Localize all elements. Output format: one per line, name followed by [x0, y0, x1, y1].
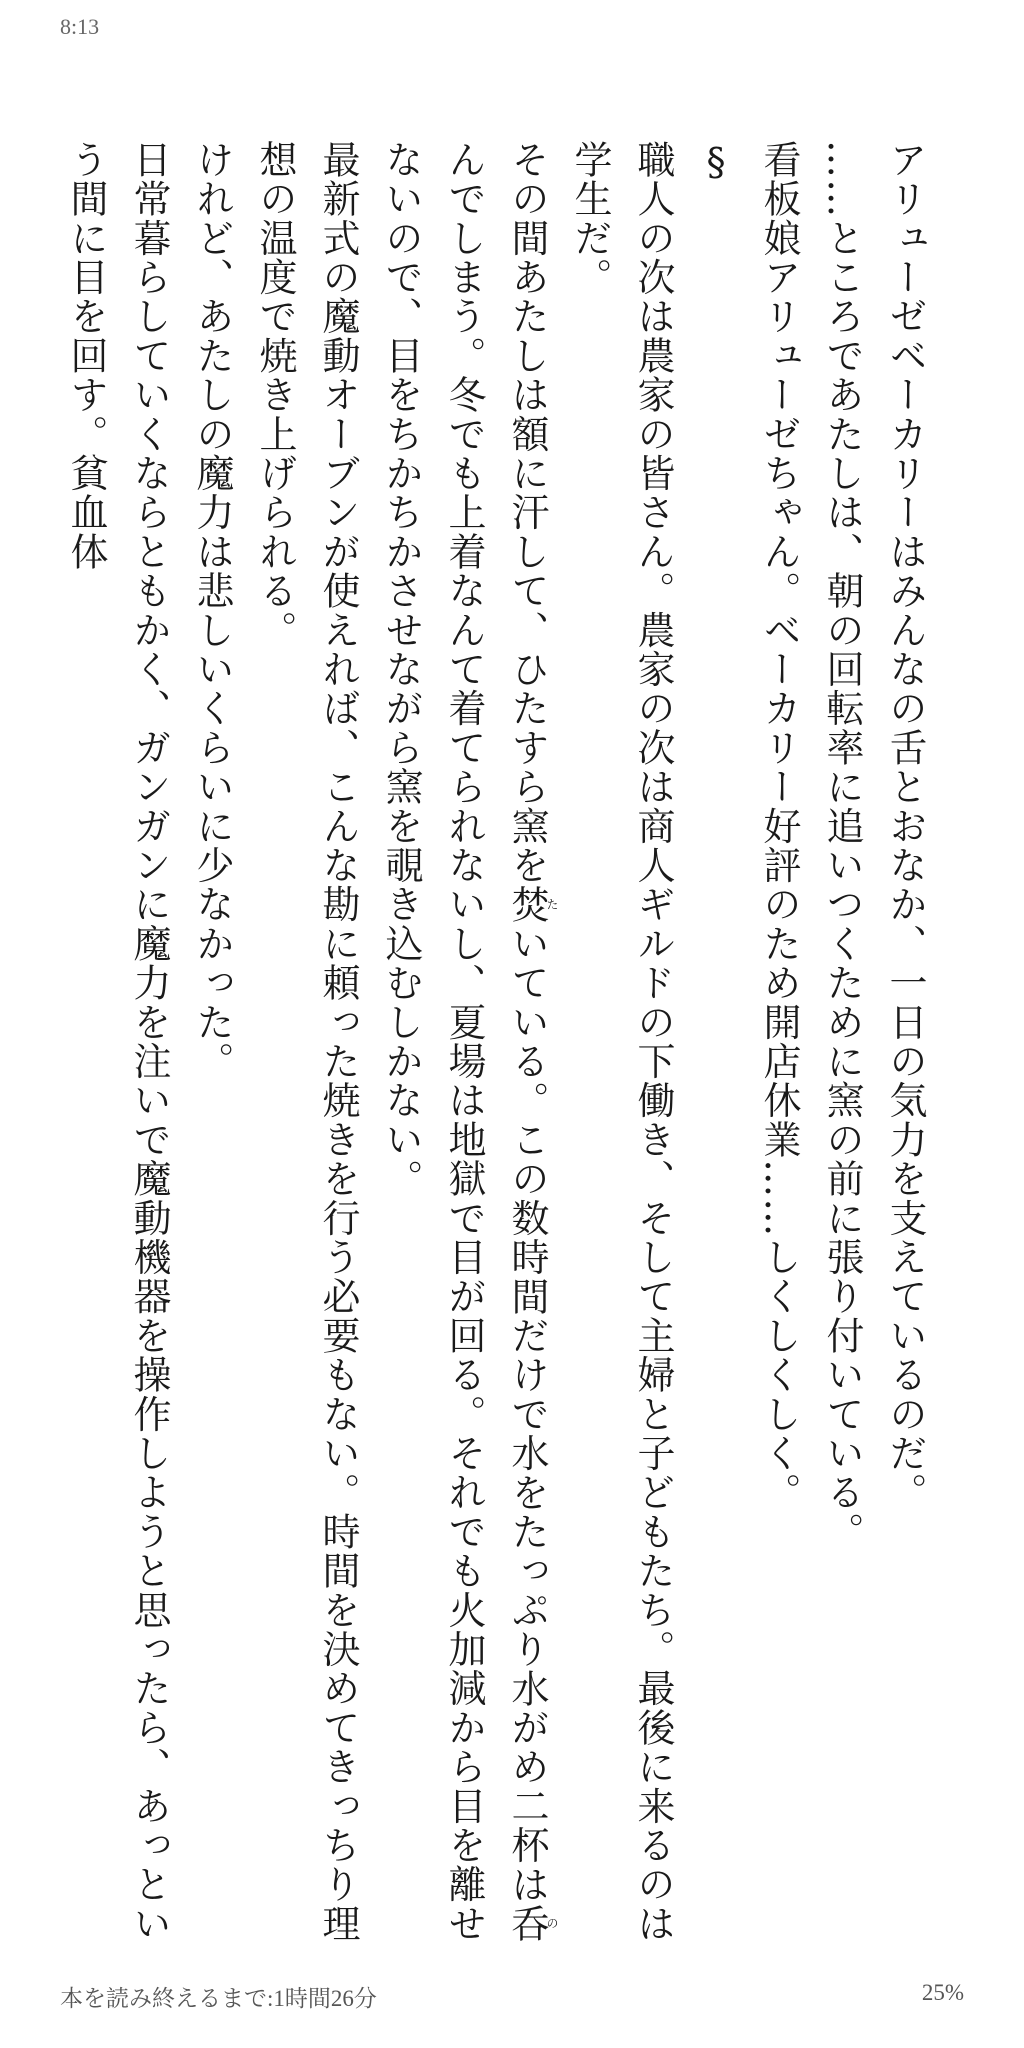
paragraph: 看板娘アリューゼちゃん。ベーカリー好評のため開店休業……しくしくしく。 — [757, 140, 801, 1512]
paragraph: けれど、あたしの魔力は悲しいくらいに少なかった。 — [190, 140, 234, 1081]
reading-area[interactable] — [54, 140, 954, 1980]
paragraph: 日常暮らしていくならともかく、ガンガンに魔力を注いで魔動機器を操作しようと思ったら、あっという間に目を回す。貧血体 — [64, 140, 171, 1944]
ruby-annotation: 呑の — [505, 1904, 559, 1944]
paragraph: 職人の次は農家の皆さん。農家の次は商人ギルドの下働き、そして主婦と子どもたち。最後に来るのは学生だ。 — [568, 140, 675, 1944]
paragraph: 最新式の魔動オーブンが使えれば、こんな勘に頼った焼きを行う必要もない。時間を決めてきっちり理想の温度で焼き上げられる。 — [253, 140, 360, 1944]
section-divider: § — [694, 140, 738, 186]
reader-footer — [60, 1980, 964, 2016]
paragraph: アリューゼベーカリーはみんなの舌とおなか、一日の気力を支えているのだ。 — [883, 140, 927, 1512]
paragraph: ……ところであたしは、朝の回転率に追いつくために窯の前に張り付いている。 — [820, 140, 864, 1552]
time-remaining: 本を読み終えるまで:1時間26分 — [60, 1986, 377, 2011]
status-time: 8:13 — [60, 14, 100, 39]
book-text — [54, 140, 936, 1980]
reading-progress: 25% — [921, 1980, 964, 2005]
paragraph: その間あたしは額に汗して、ひたすら窯を焚たいている。この数時間だけで水をたっぷり水がめ二杯は呑のんでしまう。冬でも上着なんて着てられないし、夏場は地獄で目が回る。それでも火加減から目を離せないので、目をちかちかさせながら窯を覗き込むしかない。 — [379, 140, 559, 1944]
ruby-annotation: 焚た — [505, 884, 559, 925]
